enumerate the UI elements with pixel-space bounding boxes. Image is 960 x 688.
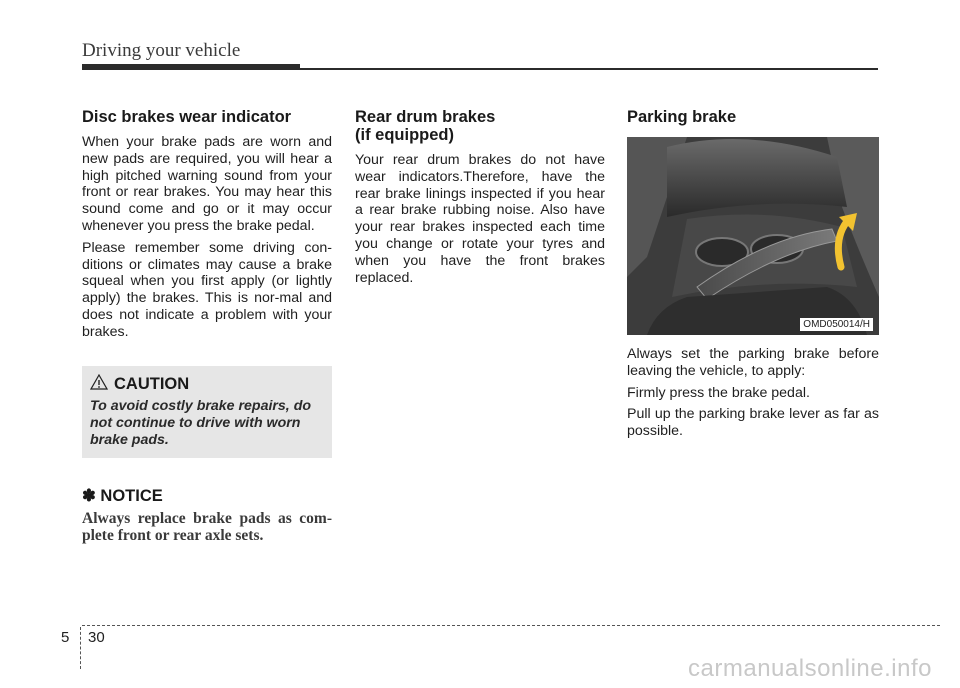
photo-code-label: OMD050014/H: [800, 318, 873, 331]
header-title: Driving your vehicle: [82, 40, 241, 61]
disc-brakes-para-1: When your brake pads are worn and new pads are required, you will hear a high pitched warning sound from your front or rear brakes. You may hear this sound come and go or it may occur whenever you press the brake pedal.: [82, 134, 332, 234]
watermark: carmanualsonline.info: [688, 655, 932, 682]
disc-brakes-heading: Disc brakes wear indicator: [82, 108, 292, 126]
rear-drum-heading-line-1: Rear drum brakes: [355, 108, 496, 126]
parking-brake-para-1: Always set the parking brake before leaving the vehicle, to apply:: [627, 346, 879, 379]
header-rule-thick: [82, 64, 300, 70]
parking-brake-heading: Parking brake: [627, 108, 737, 126]
footer-divider: [80, 627, 81, 669]
parking-brake-para-3: Pull up the parking brake lever as far as possible.: [627, 406, 879, 440]
parking-brake-photo: [627, 137, 879, 335]
column-rear-drum-brakes: [355, 108, 605, 291]
parking-brake-instructions: [627, 346, 879, 445]
rear-drum-heading-line-2: (if equipped): [355, 126, 454, 144]
section-number: 5: [61, 629, 70, 646]
parking-brake-para-2: Firmly press the brake pedal.: [627, 384, 810, 401]
caution-title: CAUTION: [114, 375, 190, 393]
rear-drum-heading: [355, 108, 605, 144]
notice-title: ✽ NOTICE: [82, 487, 163, 505]
header-rule-thin: [300, 68, 878, 70]
rear-drum-para-1: Your rear drum brakes do not have wear indicators.Therefore, have the rear brake linings inspected if you hear a rear brake rubbing noise. Also have your rear brakes inspected each time you change or rotate your tyres and when you have the front brakes replaced.: [355, 152, 605, 286]
caution-text: To avoid costly brake repairs, do not continue to drive with worn brake pads.: [90, 398, 312, 448]
page-number: 30: [88, 629, 105, 646]
column-disc-brakes: [82, 108, 332, 346]
warning-triangle-icon: [90, 374, 114, 395]
column-parking-brake: [627, 108, 879, 134]
caution-header: [90, 374, 189, 395]
notice-text: Always replace brake pads as com-plete front or rear axle sets.: [82, 510, 332, 544]
disc-brakes-para-2: Please remember some driving con-ditions or climates may cause a brake squeal when you first apply (or lightly apply) the brakes. This is nor-mal and does not indicate a problem with your brakes.: [82, 239, 332, 340]
parking-brake-illustration: [627, 137, 879, 335]
caution-box: [82, 366, 332, 458]
footer-rule: [82, 625, 940, 626]
